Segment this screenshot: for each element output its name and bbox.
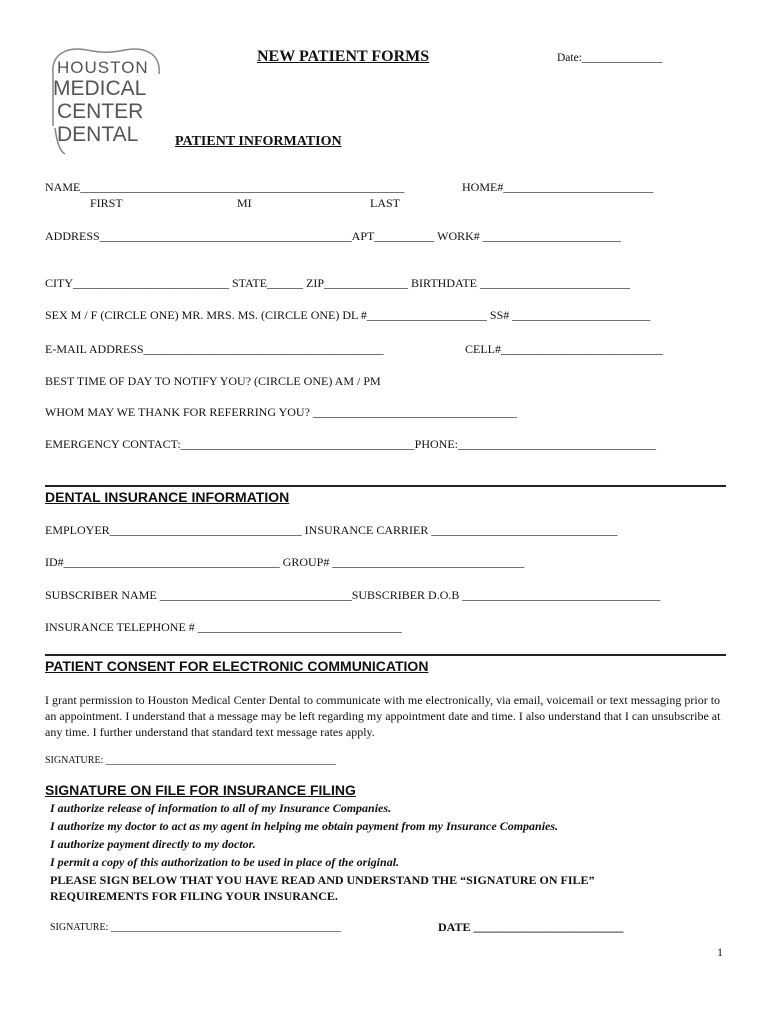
logo-line-center: CENTER: [57, 100, 144, 123]
insurance-telephone-field[interactable]: INSURANCE TELEPHONE # __________________________________: [45, 620, 402, 634]
referral-field[interactable]: WHOM MAY WE THANK FOR REFERRING YOU? __________________________________: [45, 405, 517, 419]
authorization-line: I permit a copy of this authorization to be used in place of the original.: [50, 855, 400, 869]
logo-line-dental: DENTAL: [57, 123, 139, 146]
signature-on-file-heading: SIGNATURE ON FILE FOR INSURANCE FILING: [45, 782, 356, 798]
cell-field[interactable]: CELL#___________________________: [465, 342, 663, 356]
emergency-contact-row[interactable]: EMERGENCY CONTACT:_______________________________________PHONE:_________________________________: [45, 437, 656, 451]
mi-label: MI: [237, 196, 252, 210]
sex-row[interactable]: SEX M / F (CIRCLE ONE) MR. MRS. MS. (CIRCLE ONE) DL #____________________ SS# _______________________: [45, 308, 651, 322]
id-row[interactable]: ID#____________________________________ GROUP# ________________________________: [45, 555, 525, 569]
email-field[interactable]: E-MAIL ADDRESS________________________________________: [45, 342, 384, 356]
section-divider: [45, 485, 726, 487]
name-field[interactable]: NAME______________________________________________________: [45, 180, 405, 194]
logo-line-medical: MEDICAL: [53, 77, 147, 100]
first-label: FIRST: [90, 196, 123, 210]
consent-heading: PATIENT CONSENT FOR ELECTRONIC COMMUNICATION: [45, 658, 429, 674]
home-phone-field[interactable]: HOME#_________________________: [462, 180, 654, 194]
page-number: 1: [717, 945, 723, 959]
page-title: NEW PATIENT FORMS: [257, 48, 430, 65]
section-divider: [45, 654, 726, 656]
please-sign-line: REQUIREMENTS FOR FILING YOUR INSURANCE.: [50, 889, 338, 903]
best-time-row[interactable]: BEST TIME OF DAY TO NOTIFY YOU? (CIRCLE ONE) AM / PM: [45, 374, 381, 388]
consent-signature-field[interactable]: SIGNATURE: ______________________________________________: [45, 755, 336, 766]
please-sign-line: PLEASE SIGN BELOW THAT YOU HAVE READ AND UNDERSTAND THE “SIGNATURE ON FILE”: [50, 873, 595, 887]
employer-row[interactable]: EMPLOYER________________________________ INSURANCE CARRIER _______________________________: [45, 523, 618, 537]
logo-line-houston: HOUSTON: [57, 58, 149, 77]
logo: [47, 44, 165, 156]
date-field[interactable]: Date:______________: [557, 52, 663, 64]
city-row[interactable]: CITY__________________________ STATE______ ZIP______________ BIRTHDATE _________________________: [45, 276, 630, 290]
subscriber-row[interactable]: SUBSCRIBER NAME ________________________________SUBSCRIBER D.O.B _________________________________: [45, 588, 661, 602]
authorization-line: I authorize my doctor to act as my agent in helping me obtain payment from my Insurance Companies.: [50, 819, 559, 833]
insurance-signature-field[interactable]: SIGNATURE: ______________________________________________: [50, 922, 341, 933]
authorization-line: I authorize payment directly to my doctor.: [50, 837, 256, 851]
insurance-date-field[interactable]: DATE _________________________: [438, 920, 624, 934]
last-label: LAST: [370, 196, 400, 210]
patient-info-heading: PATIENT INFORMATION: [175, 134, 342, 149]
authorization-line: I authorize release of information to all of my Insurance Companies.: [50, 801, 392, 815]
insurance-heading: DENTAL INSURANCE INFORMATION: [45, 489, 290, 505]
consent-text: I grant permission to Houston Medical Center Dental to communicate with me electronically, via email, voicemail or text messaging prior to an appointment. I understand that a message may be left regarding my appointment date and time. I also understand that I can unsubscribe at any time. I further understand that standard text message rates apply.: [45, 693, 721, 739]
address-row[interactable]: ADDRESS__________________________________________APT__________ WORK# _______________________: [45, 229, 621, 243]
